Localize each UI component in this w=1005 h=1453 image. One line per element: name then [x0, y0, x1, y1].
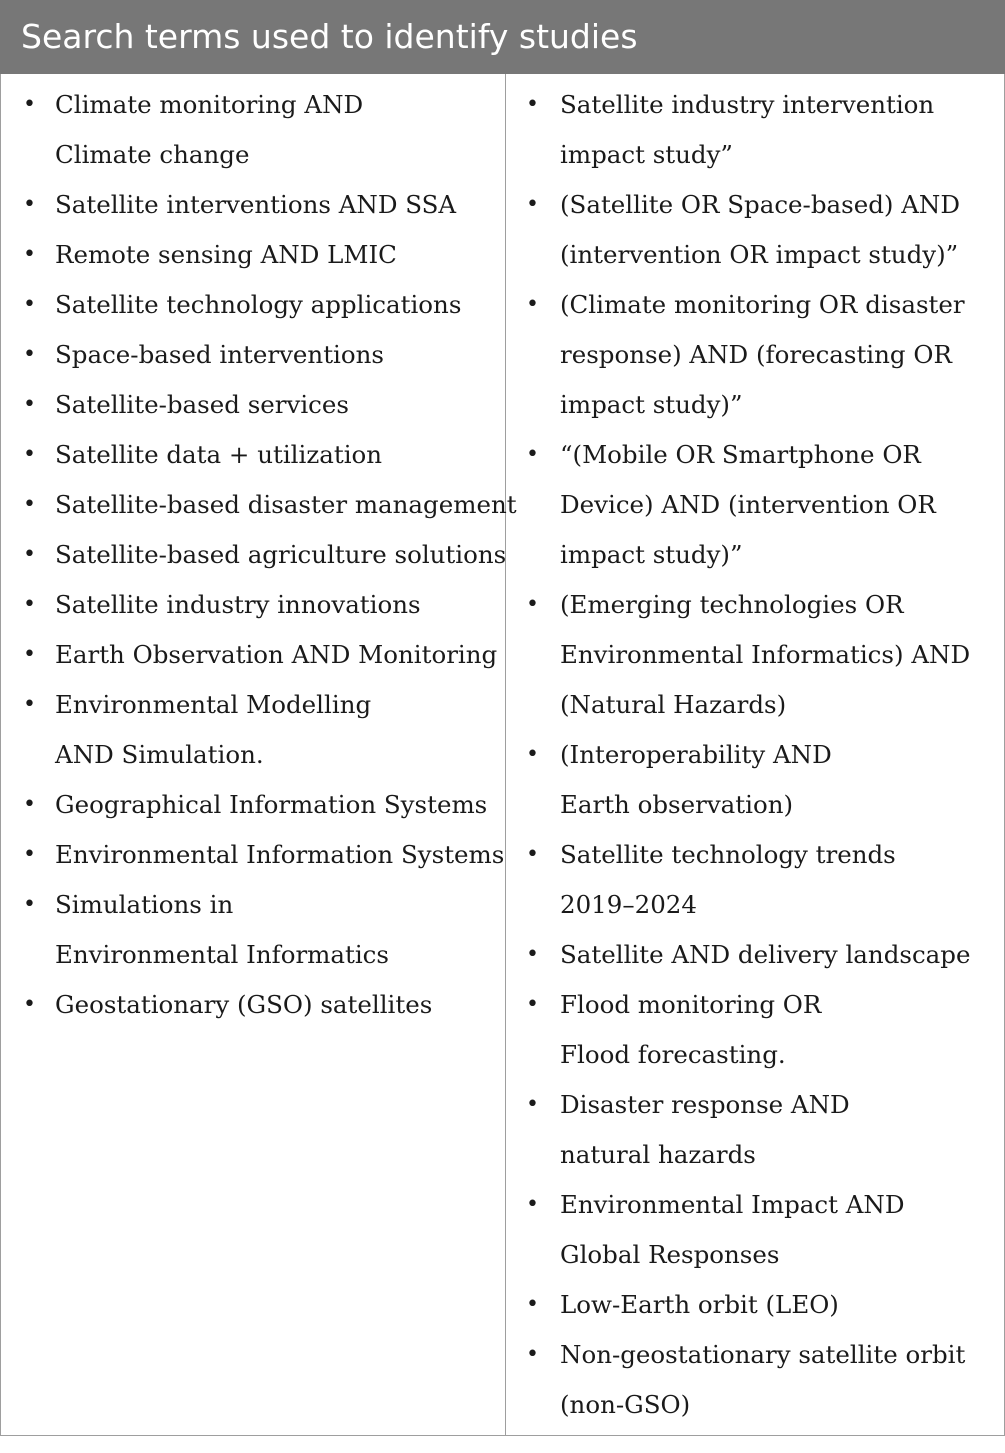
list-item	[1, 630, 505, 680]
list-item	[1, 430, 505, 480]
list-item-line: impact study)”	[560, 540, 743, 569]
bullet-icon: •	[526, 992, 539, 1017]
bullet-icon: •	[23, 592, 36, 617]
list-item-line: Environmental Information Systems	[55, 840, 505, 869]
bullet-icon: •	[23, 392, 36, 417]
list-item-line: Satellite-based services	[55, 390, 349, 419]
list-item	[506, 80, 1004, 180]
list-item-line: Earth Observation AND Monitoring	[55, 640, 498, 669]
left-column	[0, 74, 517, 1435]
bullet-icon: •	[23, 992, 36, 1017]
list-item	[1, 680, 505, 780]
bullet-icon: •	[526, 1342, 539, 1367]
list-item-line: (intervention OR impact study)”	[560, 240, 959, 269]
list-item	[506, 730, 1004, 830]
list-item-line: Device) AND (intervention OR	[560, 490, 936, 519]
list-item-line: Satellite technology trends	[560, 840, 896, 869]
list-item-line: Geostationary (GSO) satellites	[55, 990, 433, 1019]
list-item-line: Space-based interventions	[55, 340, 384, 369]
bullet-icon: •	[526, 1092, 539, 1117]
list-item-line: impact study”	[560, 140, 733, 169]
list-item	[506, 580, 1004, 730]
list-item	[506, 1330, 1004, 1430]
bullet-icon: •	[23, 92, 36, 117]
list-item-line: Satellite AND delivery landscape	[560, 940, 971, 969]
list-item-line: Satellite industry intervention	[560, 90, 935, 119]
bullet-icon: •	[526, 442, 539, 467]
list-item-line: (non-GSO)	[560, 1390, 691, 1419]
list-item-line: Geographical Information Systems	[55, 790, 488, 819]
list-item-line: Earth observation)	[560, 790, 794, 819]
bullet-icon: •	[23, 442, 36, 467]
bullet-icon: •	[23, 192, 36, 217]
bullet-icon: •	[23, 642, 36, 667]
bullet-icon: •	[526, 742, 539, 767]
list-item-line: Satellite industry innovations	[55, 590, 421, 619]
list-item-line: Global Responses	[560, 1240, 780, 1269]
bullet-icon: •	[526, 942, 539, 967]
bullet-icon: •	[526, 842, 539, 867]
list-item	[1, 580, 505, 630]
bullet-icon: •	[23, 242, 36, 267]
right-column	[506, 74, 1005, 1435]
bullet-icon: •	[526, 1192, 539, 1217]
list-item-line: Environmental Informatics) AND	[560, 640, 971, 669]
list-item-line: (Climate monitoring OR disaster	[560, 290, 965, 319]
bullet-icon: •	[23, 342, 36, 367]
left-term-list	[1, 80, 517, 1030]
list-item	[1, 780, 505, 830]
list-item	[1, 280, 505, 330]
list-item-line: Non-geostationary satellite orbit	[560, 1340, 966, 1369]
list-item-line: 2019–2024	[560, 890, 697, 919]
list-item-line: Satellite-based disaster management	[55, 490, 517, 519]
bullet-icon: •	[23, 492, 36, 517]
list-item-line: Remote sensing AND LMIC	[55, 240, 397, 269]
list-item	[506, 280, 1004, 430]
list-item-line: Environmental Modelling	[55, 690, 372, 719]
list-item	[506, 180, 1004, 280]
bullet-icon: •	[23, 892, 36, 917]
list-item	[506, 930, 1004, 980]
list-item-line: Climate change	[55, 140, 250, 169]
list-item-line: impact study)”	[560, 390, 743, 419]
list-item-line: Disaster response AND	[560, 1090, 850, 1119]
list-item	[506, 1080, 1004, 1180]
list-item	[1, 80, 505, 180]
list-item	[1, 330, 505, 380]
list-item	[1, 230, 505, 280]
list-item-line: Flood forecasting.	[560, 1040, 786, 1069]
table-header: Search terms used to identify studies	[0, 0, 1005, 74]
list-item-line: Simulations in	[55, 890, 234, 919]
list-item	[506, 830, 1004, 930]
bullet-icon: •	[23, 842, 36, 867]
list-item	[506, 1280, 1004, 1330]
list-item	[506, 1180, 1004, 1280]
list-item-line: (Natural Hazards)	[560, 690, 787, 719]
list-item-line: Satellite-based agriculture solutions	[55, 540, 507, 569]
bullet-icon: •	[526, 92, 539, 117]
list-item-line: Flood monitoring OR	[560, 990, 822, 1019]
right-term-list	[506, 80, 1004, 1430]
list-item	[1, 180, 505, 230]
list-item-line: “(Mobile OR Smartphone OR	[560, 440, 921, 469]
list-item	[1, 480, 517, 530]
bullet-icon: •	[23, 292, 36, 317]
list-item-line: Environmental Impact AND	[560, 1190, 905, 1219]
list-item-line: Low-Earth orbit (LEO)	[560, 1290, 839, 1319]
bullet-icon: •	[23, 542, 36, 567]
bullet-icon: •	[526, 592, 539, 617]
list-item-line: Satellite technology applications	[55, 290, 462, 319]
bullet-icon: •	[526, 1292, 539, 1317]
bullet-icon: •	[526, 192, 539, 217]
list-item-line: AND Simulation.	[55, 740, 264, 769]
list-item-line: (Interoperability AND	[560, 740, 832, 769]
list-item	[506, 430, 1004, 580]
list-item-line: Satellite interventions AND SSA	[55, 190, 457, 219]
bullet-icon: •	[23, 792, 36, 817]
list-item-line: (Satellite OR Space-based) AND	[560, 190, 960, 219]
list-item	[1, 830, 505, 880]
bullet-icon: •	[526, 292, 539, 317]
list-item-line: response) AND (forecasting OR	[560, 340, 952, 369]
list-item	[1, 880, 505, 980]
list-item	[506, 980, 1004, 1080]
list-item-line: (Emerging technologies OR	[560, 590, 904, 619]
list-item	[1, 530, 505, 580]
list-item-line: Environmental Informatics	[55, 940, 389, 969]
bullet-icon: •	[23, 692, 36, 717]
list-item	[1, 380, 505, 430]
list-item-line: Climate monitoring AND	[55, 90, 364, 119]
list-item	[1, 980, 505, 1030]
list-item-line: Satellite data + utilization	[55, 440, 383, 469]
list-item-line: natural hazards	[560, 1140, 756, 1169]
